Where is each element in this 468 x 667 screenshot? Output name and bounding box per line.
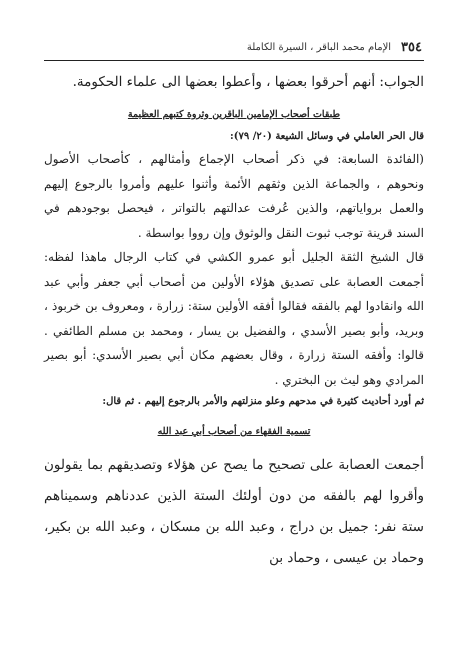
- final-paragraph: أجمعت العصابة على تصحيح ما يصح عن هؤلاء وتصديقهم بما يقولون وأقروا لهم بالفقه من دون أولئك الستة الذين عددناهم وسميناهم ستة نفر: جميل بن دراج ، وعبد الله بن مسكان ، وعبد الله بن بكير، وحماد بن عيسى ، وحماد بن: [44, 457, 424, 566]
- kashshi-paragraph: قال الشيخ الثقة الجليل أبو عمرو الكشي في كتاب الرجال ماهذا لفظه: أجمعت العصابة على تصديق هؤلاء الأولين من أصحاب أبي جعفر وأبي عبد الله وانقادوا لهم بالفقه فقالوا أفقه الأولين ستة: زرارة ، ومعروف بن خربوذ ، وبريد، وأبو بصير الأسدي ، والفضيل بن يسار ، ومحمد بن مسلم الطائفي . قالوا: وأفقه الستة زرارة ، وقال بعضهم مكان أبي بصير الأسدي: أبو بصير المرادي وهو ليث بن البختري .: [44, 250, 425, 387]
- running-title: الإمام محمد الباقر ، السيرة الكاملة: [246, 42, 392, 53]
- section-heading-companions: طبقات أصحاب الإمامين الباقرين وثروة كتبهم العظيمة: [127, 109, 341, 120]
- quote-paragraph: (الفائدة السابعة: في ذكر أصحاب الإجماع وأمثالهم ، كأصحاب الأصول ونحوهم ، والجماعة الذين وثقهم الأئمة وأثنوا عليهم وأمروا بالرجوع إليهم والعمل برواياتهم، والذين عُرفت عدالتهم بالتواتر ، فيحصل بوجودهم في السند قرينة توجب ثبوت النقل والوثوق وإن رووا بواسطة .: [44, 152, 424, 240]
- sub-heading-hurr-amili: قال الحر العاملي في وسائل الشيعة (٢٠/ ٧٩):: [230, 131, 424, 142]
- header-rule: [44, 60, 424, 61]
- page-header: [46, 40, 422, 56]
- bold-transition-line: ثم أورد أحاديث كثيرة في مدحهم وعلو منزلتهم والأمر بالرجوع إليهم . ثم قال:: [102, 396, 424, 407]
- page-number: ٣٥٤: [401, 40, 422, 55]
- section-heading-jurists: تسمية الفقهاء من أصحاب أبي عبد الله: [157, 426, 311, 437]
- answer-line: الجواب: أنهم أحرقوا بعضها ، وأعطوا بعضها الى علماء الحكومة.: [72, 74, 424, 90]
- page-body: [44, 68, 424, 574]
